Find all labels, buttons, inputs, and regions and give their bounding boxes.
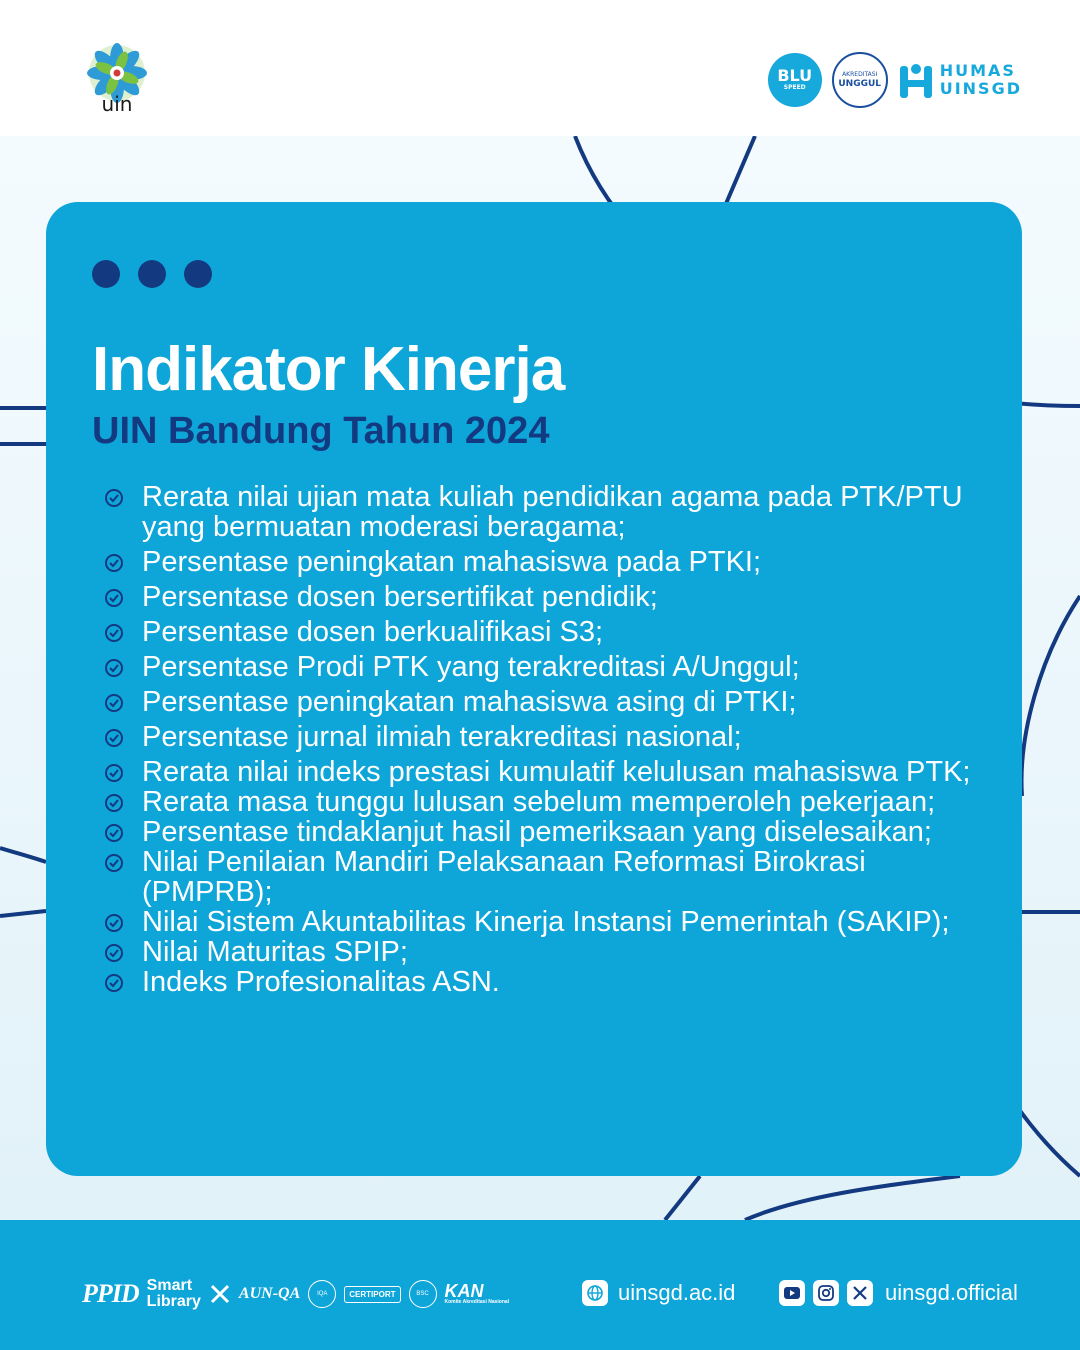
list-item bbox=[104, 687, 1004, 717]
humas-text bbox=[940, 62, 1022, 98]
dot-icon bbox=[138, 260, 166, 288]
list-item bbox=[104, 937, 1004, 967]
list-item bbox=[104, 847, 1004, 907]
list-item bbox=[104, 907, 1004, 937]
social-links bbox=[779, 1280, 1018, 1306]
list-item bbox=[104, 617, 1004, 647]
list-item bbox=[104, 787, 1004, 817]
check-circle-icon bbox=[104, 553, 124, 573]
dot-icon bbox=[184, 260, 212, 288]
list-item bbox=[104, 967, 1004, 997]
header-partner-logos bbox=[768, 50, 1022, 110]
indicator-text: Nilai Sistem Akuntabilitas Kinerja Instansi Pemerintah (SAKIP); bbox=[142, 906, 950, 938]
list-item bbox=[104, 652, 1004, 682]
check-circle-icon bbox=[104, 793, 124, 813]
website-link[interactable] bbox=[582, 1280, 735, 1306]
uin-logo-text: uin bbox=[101, 92, 133, 116]
indicator-text: Rerata nilai indeks prestasi kumulatif kelulusan mahasiswa PTK; bbox=[142, 756, 971, 788]
check-circle-icon bbox=[104, 488, 124, 508]
youtube-icon[interactable] bbox=[779, 1280, 805, 1306]
certiport-logo: CERTIPORT bbox=[344, 1286, 400, 1303]
humas-mark-icon bbox=[898, 60, 934, 100]
smart-line1: Smart bbox=[146, 1277, 193, 1294]
check-circle-icon bbox=[104, 693, 124, 713]
humas-uinsgd-logo bbox=[898, 60, 1022, 100]
indicator-text: Persentase Prodi PTK yang terakreditasi A/Unggul; bbox=[142, 651, 800, 683]
instagram-icon[interactable] bbox=[813, 1280, 839, 1306]
website-text: uinsgd.ac.id bbox=[618, 1280, 736, 1305]
firaa-x-icon bbox=[209, 1283, 231, 1305]
bsc-mra-logo-icon: BSC bbox=[409, 1280, 437, 1308]
check-circle-icon bbox=[104, 913, 124, 933]
page-subtitle: UIN Bandung Tahun 2024 bbox=[92, 410, 550, 452]
akreditasi-unggul-badge bbox=[832, 52, 888, 108]
list-item bbox=[104, 547, 1004, 577]
indicator-text: Persentase jurnal ilmiah terakreditasi nasional; bbox=[142, 721, 742, 753]
globe-icon bbox=[582, 1280, 608, 1306]
check-circle-icon bbox=[104, 853, 124, 873]
akreditasi-top: AKREDITASI bbox=[842, 71, 878, 78]
check-circle-icon bbox=[104, 728, 124, 748]
indicator-text: Persentase tindaklanjut hasil pemeriksaan yang diselesaikan; bbox=[142, 816, 932, 848]
aun-qa-logo: AUN-QA bbox=[238, 1285, 301, 1302]
page-title: Indikator Kinerja bbox=[92, 335, 565, 404]
smart-line2: Library bbox=[146, 1293, 201, 1310]
kan-logo bbox=[445, 1283, 510, 1305]
indicator-text: Rerata masa tunggu lulusan sebelum memperoleh pekerjaan; bbox=[142, 786, 936, 818]
x-twitter-icon[interactable] bbox=[847, 1280, 873, 1306]
indikator-card bbox=[46, 202, 1022, 1176]
akreditasi-main: UNGGUL bbox=[838, 79, 882, 89]
footer-bar bbox=[0, 1220, 1080, 1350]
check-circle-icon bbox=[104, 588, 124, 608]
kan-label: KAN bbox=[444, 1281, 484, 1301]
list-item bbox=[104, 722, 1004, 752]
list-item bbox=[104, 817, 1004, 847]
kan-sub: Komite Akreditasi Nasional bbox=[444, 1299, 510, 1305]
header-bar bbox=[0, 0, 1080, 136]
humas-line1: HUMAS bbox=[939, 61, 1016, 80]
indicator-text: Nilai Penilaian Mandiri Pelaksanaan Reformasi Birokrasi (PMPRB); bbox=[142, 846, 866, 908]
check-circle-icon bbox=[104, 973, 124, 993]
indicator-text: Persentase dosen berkualifikasi S3; bbox=[142, 616, 604, 648]
blu-sub: SPEED bbox=[783, 84, 806, 91]
ppid-logo: PPID bbox=[82, 1279, 139, 1308]
indicator-list bbox=[104, 482, 1004, 997]
iqa-logo-icon: IQA bbox=[308, 1280, 336, 1308]
smart-library-logo bbox=[147, 1278, 201, 1310]
indicator-text: Indeks Profesionalitas ASN. bbox=[142, 966, 500, 998]
indicator-text: Nilai Maturitas SPIP; bbox=[142, 936, 408, 968]
humas-line2: UINSGD bbox=[939, 79, 1022, 98]
check-circle-icon bbox=[104, 823, 124, 843]
list-item bbox=[104, 757, 1004, 787]
check-circle-icon bbox=[104, 623, 124, 643]
blu-label: BLU bbox=[777, 66, 813, 85]
partner-logos bbox=[82, 1278, 509, 1310]
indicator-text: Persentase dosen bersertifikat pendidik; bbox=[142, 581, 658, 613]
list-item bbox=[104, 482, 1004, 542]
dot-icon bbox=[92, 260, 120, 288]
indicator-text: Rerata nilai ujian mata kuliah pendidikan agama pada PTK/PTU yang bermuatan moderasi beragama; bbox=[142, 481, 963, 543]
window-dots bbox=[92, 260, 212, 288]
check-circle-icon bbox=[104, 658, 124, 678]
indicator-text: Persentase peningkatan mahasiswa pada PTKI; bbox=[142, 546, 762, 578]
blu-speed-badge bbox=[768, 53, 822, 107]
check-circle-icon bbox=[104, 943, 124, 963]
list-item bbox=[104, 582, 1004, 612]
check-circle-icon bbox=[104, 763, 124, 783]
social-handle: uinsgd.official bbox=[885, 1280, 1018, 1305]
indicator-text: Persentase peningkatan mahasiswa asing di PTKI; bbox=[142, 686, 797, 718]
